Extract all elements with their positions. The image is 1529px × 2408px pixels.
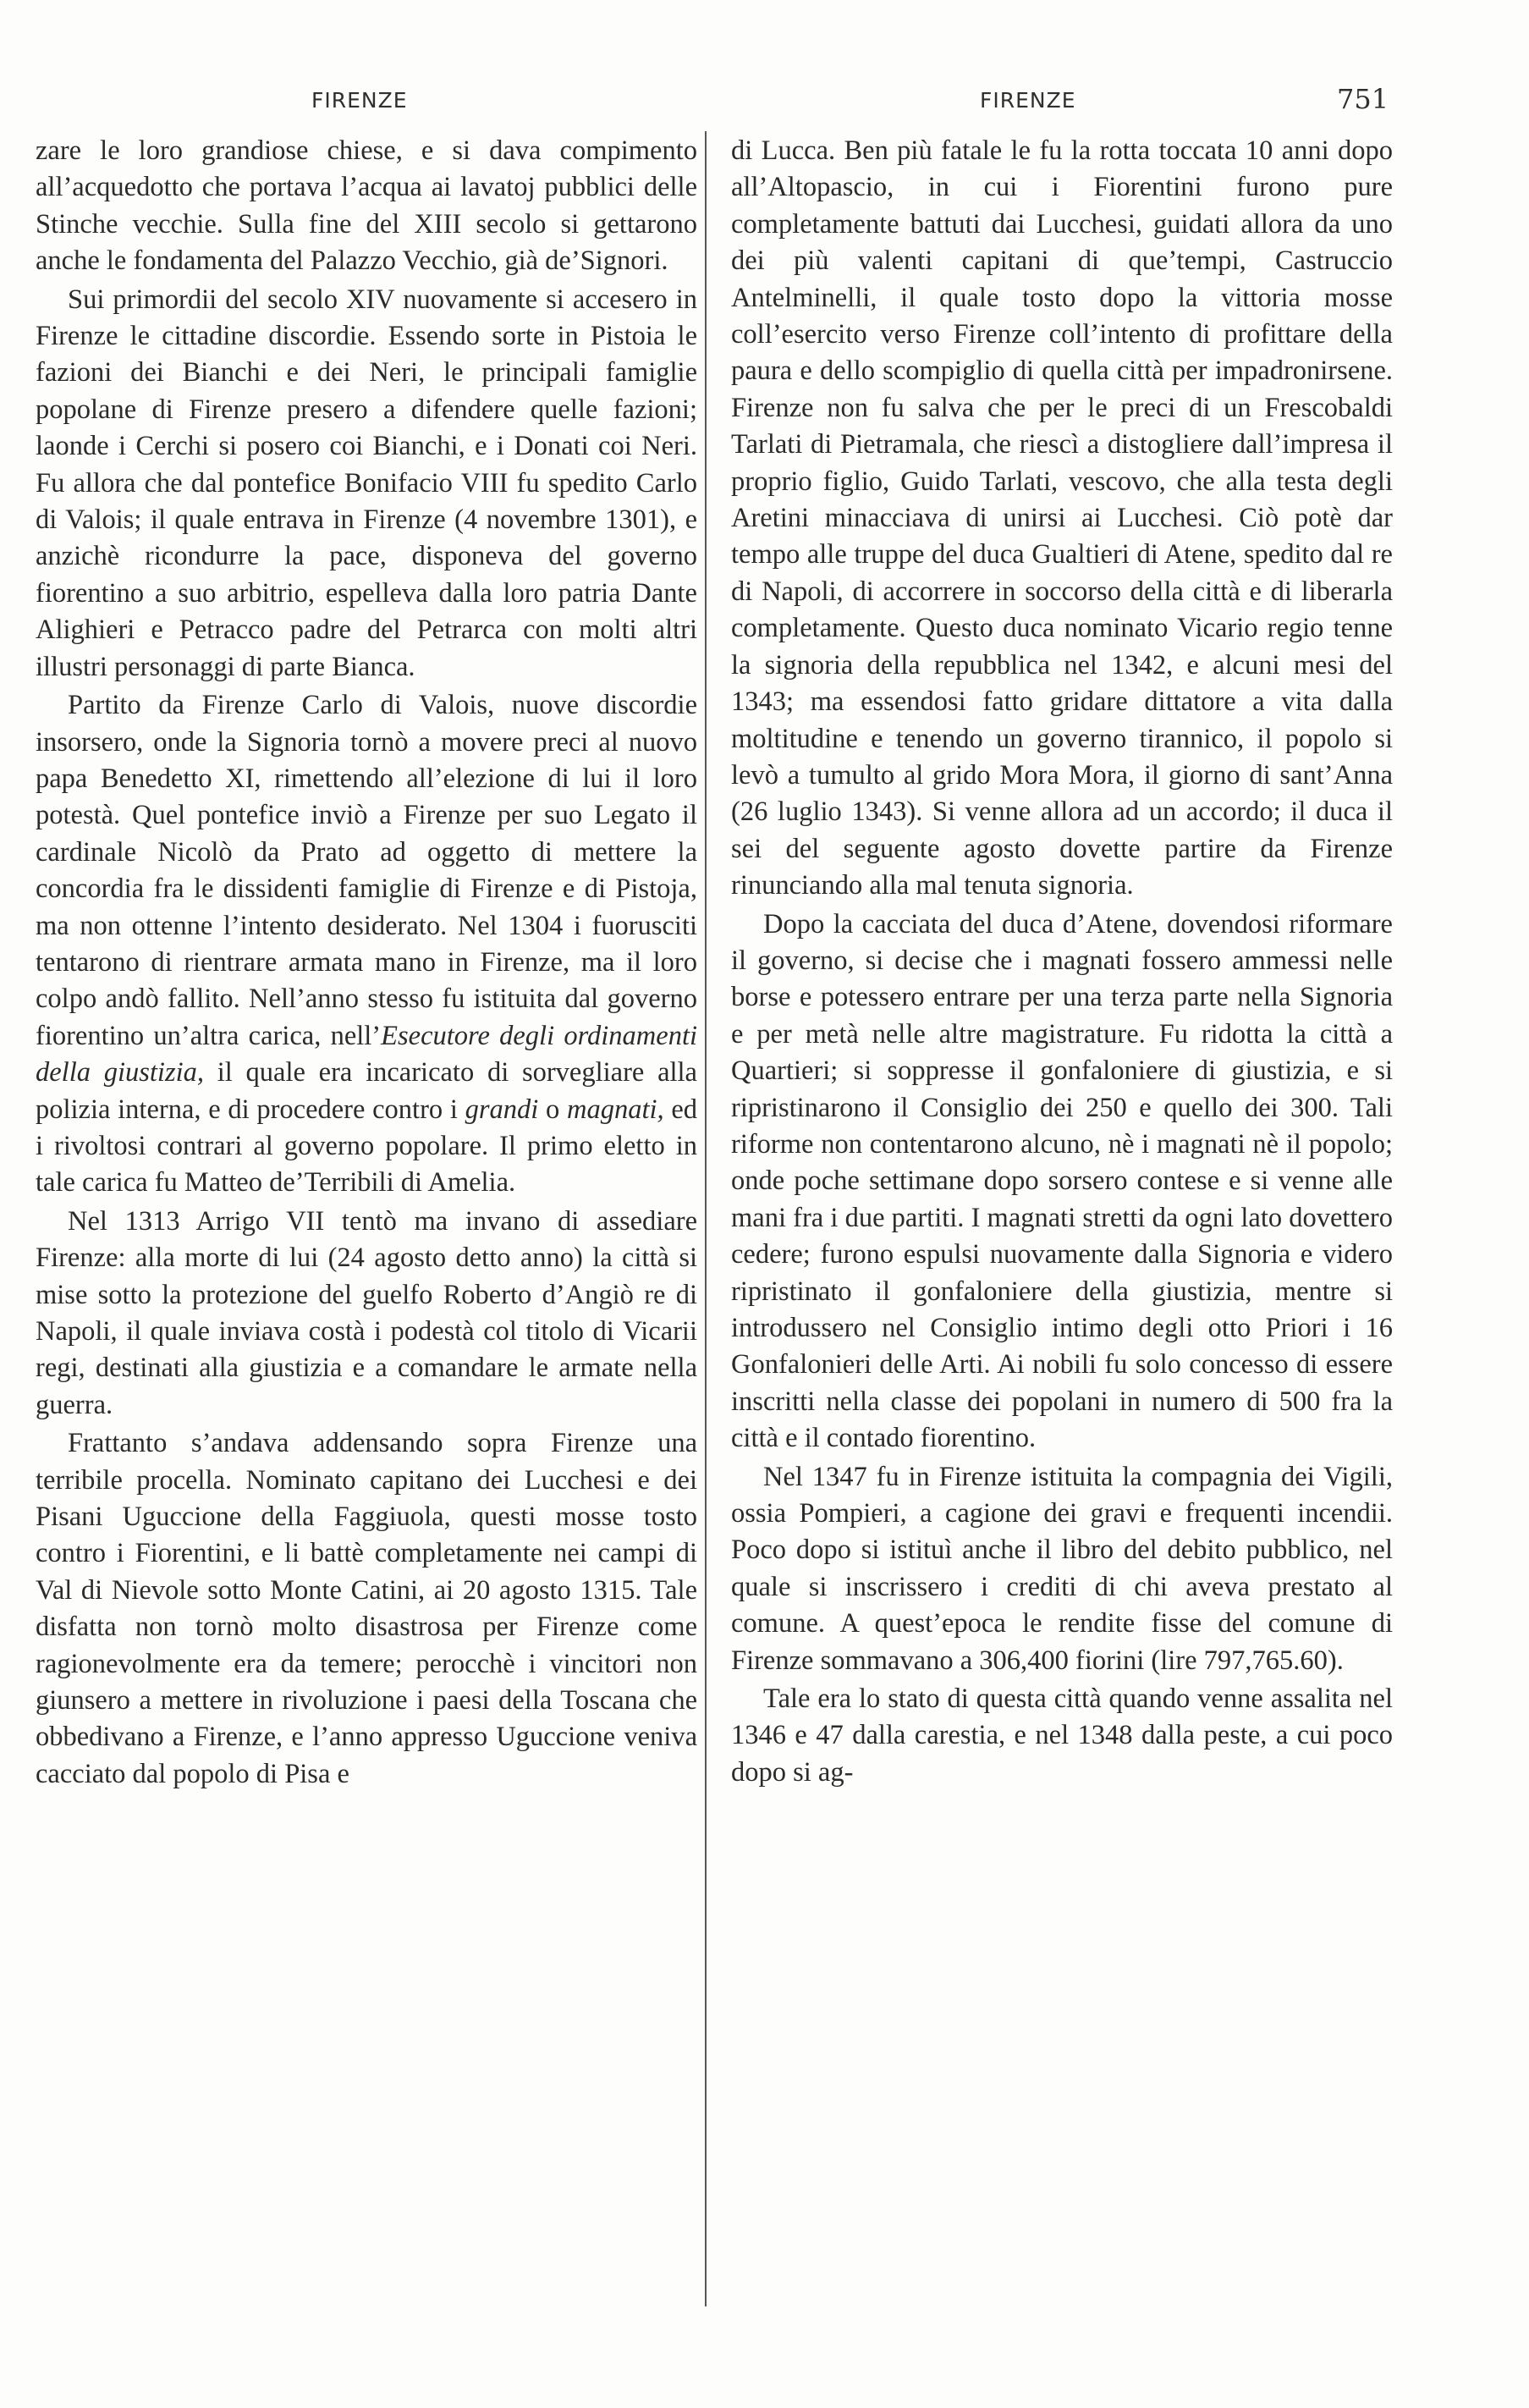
right-paragraph-3: Nel 1347 fu in Firenze istituita la compagnia dei Vigili, ossia Pompieri, a cagione dei gravi e frequenti incendii. Poco dopo si istituì anche il libro del debito pubblico, nel quale si inscrissero i crediti di chi aveva prestato al comune. A quest’epoca le rendite fisse del comune di Firenze sommavano a 306,400 fiorini (lire 797,765.60). bbox=[731, 1461, 1393, 1676]
left-p3-text-b: il quale era incaricato di sorvegliare alla polizia interna, e di procedere contro i bbox=[36, 1057, 697, 1125]
left-p3-text-o: o bbox=[538, 1094, 567, 1125]
column-divider bbox=[705, 131, 707, 2306]
page-number: 751 bbox=[1337, 83, 1389, 115]
left-p3-italic-esecutore: Esecutore degli ordinamenti della giustizia, bbox=[36, 1020, 698, 1088]
left-paragraph-4: Nel 1313 Arrigo VII tentò ma invano di assediare Firenze: alla morte di lui (24 agosto detto anno) la città si mise sotto la protezione del guelfo Roberto d’Angiò re di Napoli, il quale inviava costà i podestà col titolo di Vicarii regi, destinati alla giustizia e a comandare le armate nella guerra. bbox=[36, 1205, 697, 1420]
left-paragraph-5: Frattanto s’andava addensando sopra Firenze una terribile procella. Nominato capitano dei Lucchesi e dei Pisani Uguccione della Faggiuola, questi mosse tosto contro i Fiorentini, e li battè completamente nei campi di Val di Nievole sotto Monte Catini, ai 20 agosto 1315. Tale disfatta non tornò molto disastrosa per Firenze come ragionevolmente era da temere; perocchè i vincitori non giunsero a mettere in rivoluzione i paesi della Toscana che obbedivano a Firenze, e l’anno appresso Uguccione veniva cacciato dal popolo di Pisa e bbox=[36, 1428, 697, 1789]
right-paragraph-2: Dopo la cacciata del duca d’Atene, dovendosi riformare il governo, si decise che i magnati fossero ammessi nelle borse e potessero entrare per una terza parte nella Signoria e per metà nelle altre magistrature. Fu ridotta la città a Quartieri; si soppresse il gonfaloniere di giustizia, e si ripristinarono il Consiglio dei 250 e quello dei 300. Tali riforme non contentarono alcuno, nè i magnati nè il popolo; onde poche settimane dopo sorsero contese e si venne alle mani fra i due partiti. I magnati stretti da ogni lato dovettero cedere; furono espulsi nuovamente dalla Signoria e videro ripristinato il gonfaloniere della giustizia, mentre si introdussero nel Consiglio intimo degli otto Priori i 16 Gonfalonieri delle Arti. Ai nobili fu solo concesso di essere inscritti nella classe dei popolani in numero di 500 fra la città e il contado fiorentino. bbox=[731, 908, 1393, 1454]
right-paragraph-4: Tale era lo stato di questa città quando venne assalita nel 1346 e 47 dalla carestia, e nel 1348 dalla peste, a cui poco dopo si ag- bbox=[731, 1683, 1393, 1788]
left-paragraph-3 bbox=[36, 687, 697, 1202]
right-column bbox=[731, 133, 1393, 1791]
left-column bbox=[36, 133, 697, 1793]
right-paragraph-1: di Lucca. Ben più fatale le fu la rotta toccata 10 anni dopo all’Altopascio, in cui i Fiorentini furono pure completamente battuti dai Lucchesi, guidati allora da uno dei più valenti capitani di que’tempi, Castruccio Antelminelli, il quale tosto dopo la vittoria mosse coll’esercito verso Firenze coll’intento di profittare della paura e dello scompiglio di quella città per impadronirsene. Firenze non fu salva che per le preci di un Frescobaldi Tarlati di Pietramala, che riescì a distogliere dall’impresa il proprio figlio, Guido Tarlati, vescovo, che alla testa degli Aretini minacciava di unirsi ai Lucchesi. Ciò potè dar tempo alle truppe del duca Gualtieri di Atene, spedito dal re di Napoli, di accorrere in soccorso della città e di liberarla completamente. Questo duca nominato Vicario regio tenne la signoria della repubblica nel 1342, e alcuni mesi del 1343; ma essendosi fatto gridare dittatore a vita dalla moltitudine e tenendo un governo tirannico, il popolo si levò a tumulto al grido Mora Mora, il giorno di sant’Anna (26 luglio 1343). Si venne allora ad un accordo; il duca il sei del seguente agosto dovette partire da Firenze rinunciando alla mal tenuta signoria. bbox=[731, 135, 1393, 901]
left-p3-text-c: ed i rivoltosi contrari al governo popolare. Il primo eletto in tale carica fu Matteo de’Terribili di Amelia. bbox=[36, 1094, 698, 1198]
left-p3-italic-magnati: magnati, bbox=[566, 1094, 664, 1125]
running-head-left: FIRENZE bbox=[311, 88, 408, 113]
left-paragraph-2: Sui primordii del secolo XIV nuovamente si accesero in Firenze le cittadine discordie. Essendo sorte in Pistoia le fazioni dei Bianchi e dei Neri, le principali famiglie popolane di Firenze presero a difendere quelle fazioni; laonde i Cerchi si posero coi Bianchi, e i Donati coi Neri. Fu allora che dal pontefice Bonifacio VIII fu spedito Carlo di Valois; il quale entrava in Firenze (4 novembre 1301), e anzichè ricondurre la pace, disponeva del governo fiorentino a suo arbitrio, espelleva dalla loro patria Dante Alighieri e Petracco padre del Petrarca con molti altri illustri personaggi di parte Bianca. bbox=[36, 284, 697, 682]
running-head-right: FIRENZE bbox=[980, 88, 1076, 113]
left-p3-italic-grandi: grandi bbox=[465, 1094, 539, 1125]
left-paragraph-1: zare le loro grandiose chiese, e si dava compimento all’acquedotto che portava l’acqua ai lavatoj pubblici delle Stinche vecchie. Sulla fine del XIII secolo si gettarono anche le fondamenta del Palazzo Vecchio, già de’Signori. bbox=[36, 135, 697, 277]
left-p3-text-a: Partito da Firenze Carlo di Valois, nuove discordie insorsero, onde la Signoria tornò a movere preci al nuovo papa Benedetto XI, rimettendo all’elezione di lui il loro potestà. Quel pontefice inviò a Firenze per suo Legato il cardinale Nicolò da Prato ad oggetto di mettere la concordia fra le dissidenti famiglie di Firenze e di Pistoja, ma non ottenne l’intento desiderato. Nel 1304 i fuorusciti tentarono di rientrare armata mano in Firenze, ma il loro colpo andò fallito. Nell’anno stesso fu istituita dal governo fiorentino un’altra carica, nell’ bbox=[36, 690, 697, 1051]
